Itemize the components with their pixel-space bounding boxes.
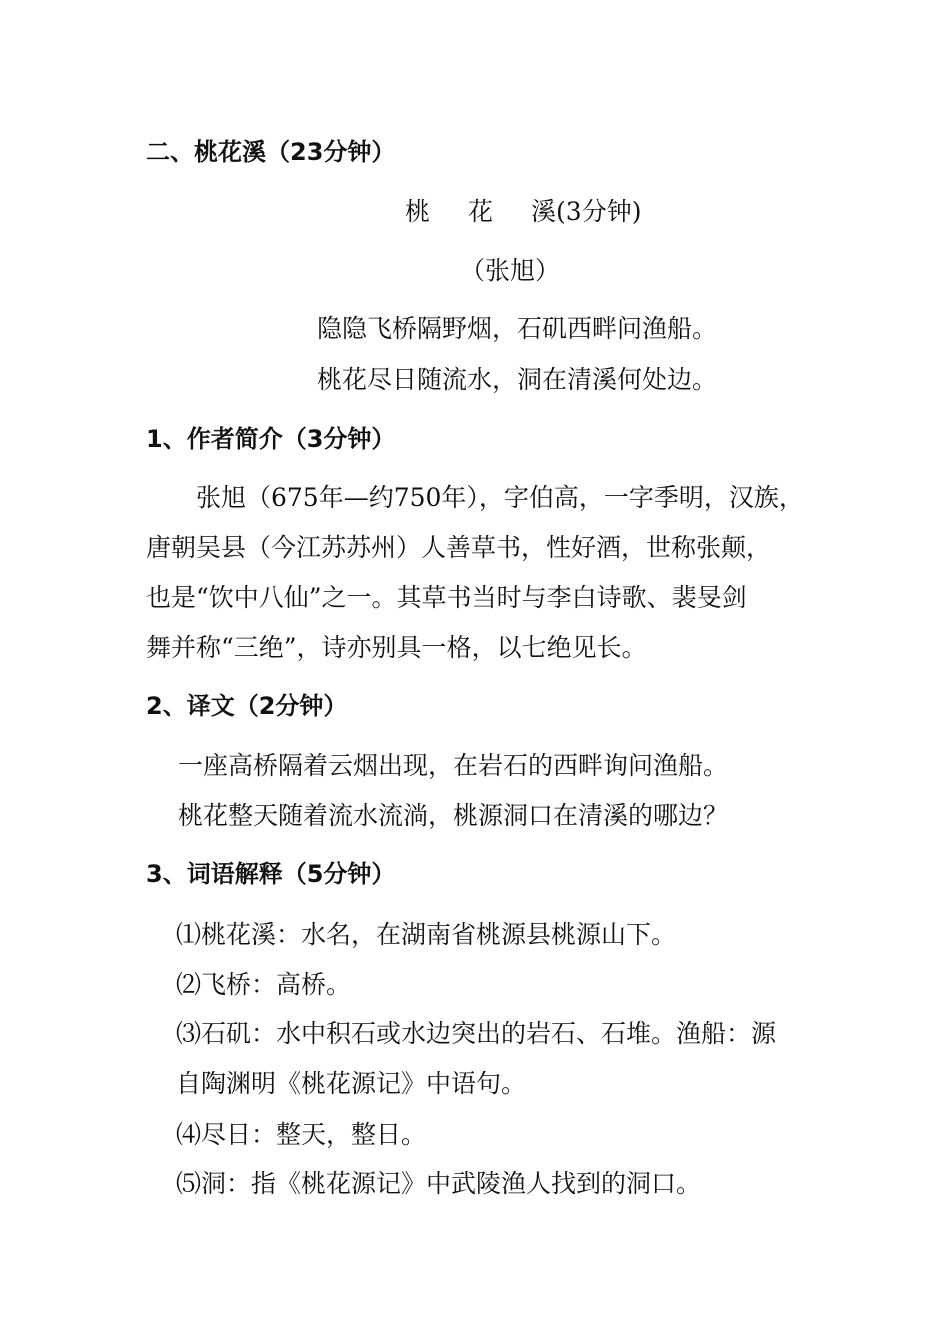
author-intro-line-1: 张旭（675年—约750年），字伯高，一字季明，汉族， [196,483,804,512]
poem-title-char-3: 溪(3分钟) [531,197,642,226]
glossary-item-3-continued: 自陶渊明《桃花源记》中语句。 [176,1069,527,1098]
poem-title-char-1: 桃 [405,197,431,226]
poem-title [405,196,641,228]
translation-heading: 2、译文（2分钟） [146,692,348,720]
translation-line-2: 桃花整天随着流水流淌，桃源洞口在清溪的哪边？ [178,801,729,830]
glossary-heading: 3、词语解释（5分钟） [146,860,396,888]
glossary-item-1: ⑴桃花溪：水名，在湖南省桃源县桃源山下。 [176,920,677,949]
poem-author: （张旭） [460,256,561,285]
glossary-item-5: ⑸洞：指《桃花源记》中武陵渔人找到的洞口。 [176,1169,702,1198]
section-heading: 二、桃花溪（23分钟） [146,138,396,166]
poem-title-char-2: 花 [468,197,494,226]
glossary-item-3: ⑶石矶：水中积石或水边突出的岩石、石堆。渔船：源 [176,1019,777,1048]
author-intro-heading: 1、作者简介（3分钟） [146,425,396,453]
glossary-item-2: ⑵飞桥：高桥。 [176,970,352,999]
author-intro-line-2: 唐朝吴县（今江苏苏州）人善草书，性好酒，世称张颠， [146,533,772,562]
author-intro-line-3: 也是“饮中八仙”之一。其草书当时与李白诗歌、裴旻剑 [146,583,747,612]
poem-line-2: 桃花尽日随流水，洞在清溪何处边。 [317,365,718,394]
translation-line-1: 一座高桥隔着云烟出现，在岩石的西畔询问渔船。 [178,751,729,780]
poem-line-1: 隐隐飞桥隔野烟，石矶西畔问渔船。 [317,314,718,343]
author-intro-line-4: 舞并称“三绝”，诗亦别具一格，以七绝见长。 [146,633,647,662]
glossary-item-4: ⑷尽日：整天，整日。 [176,1120,427,1149]
